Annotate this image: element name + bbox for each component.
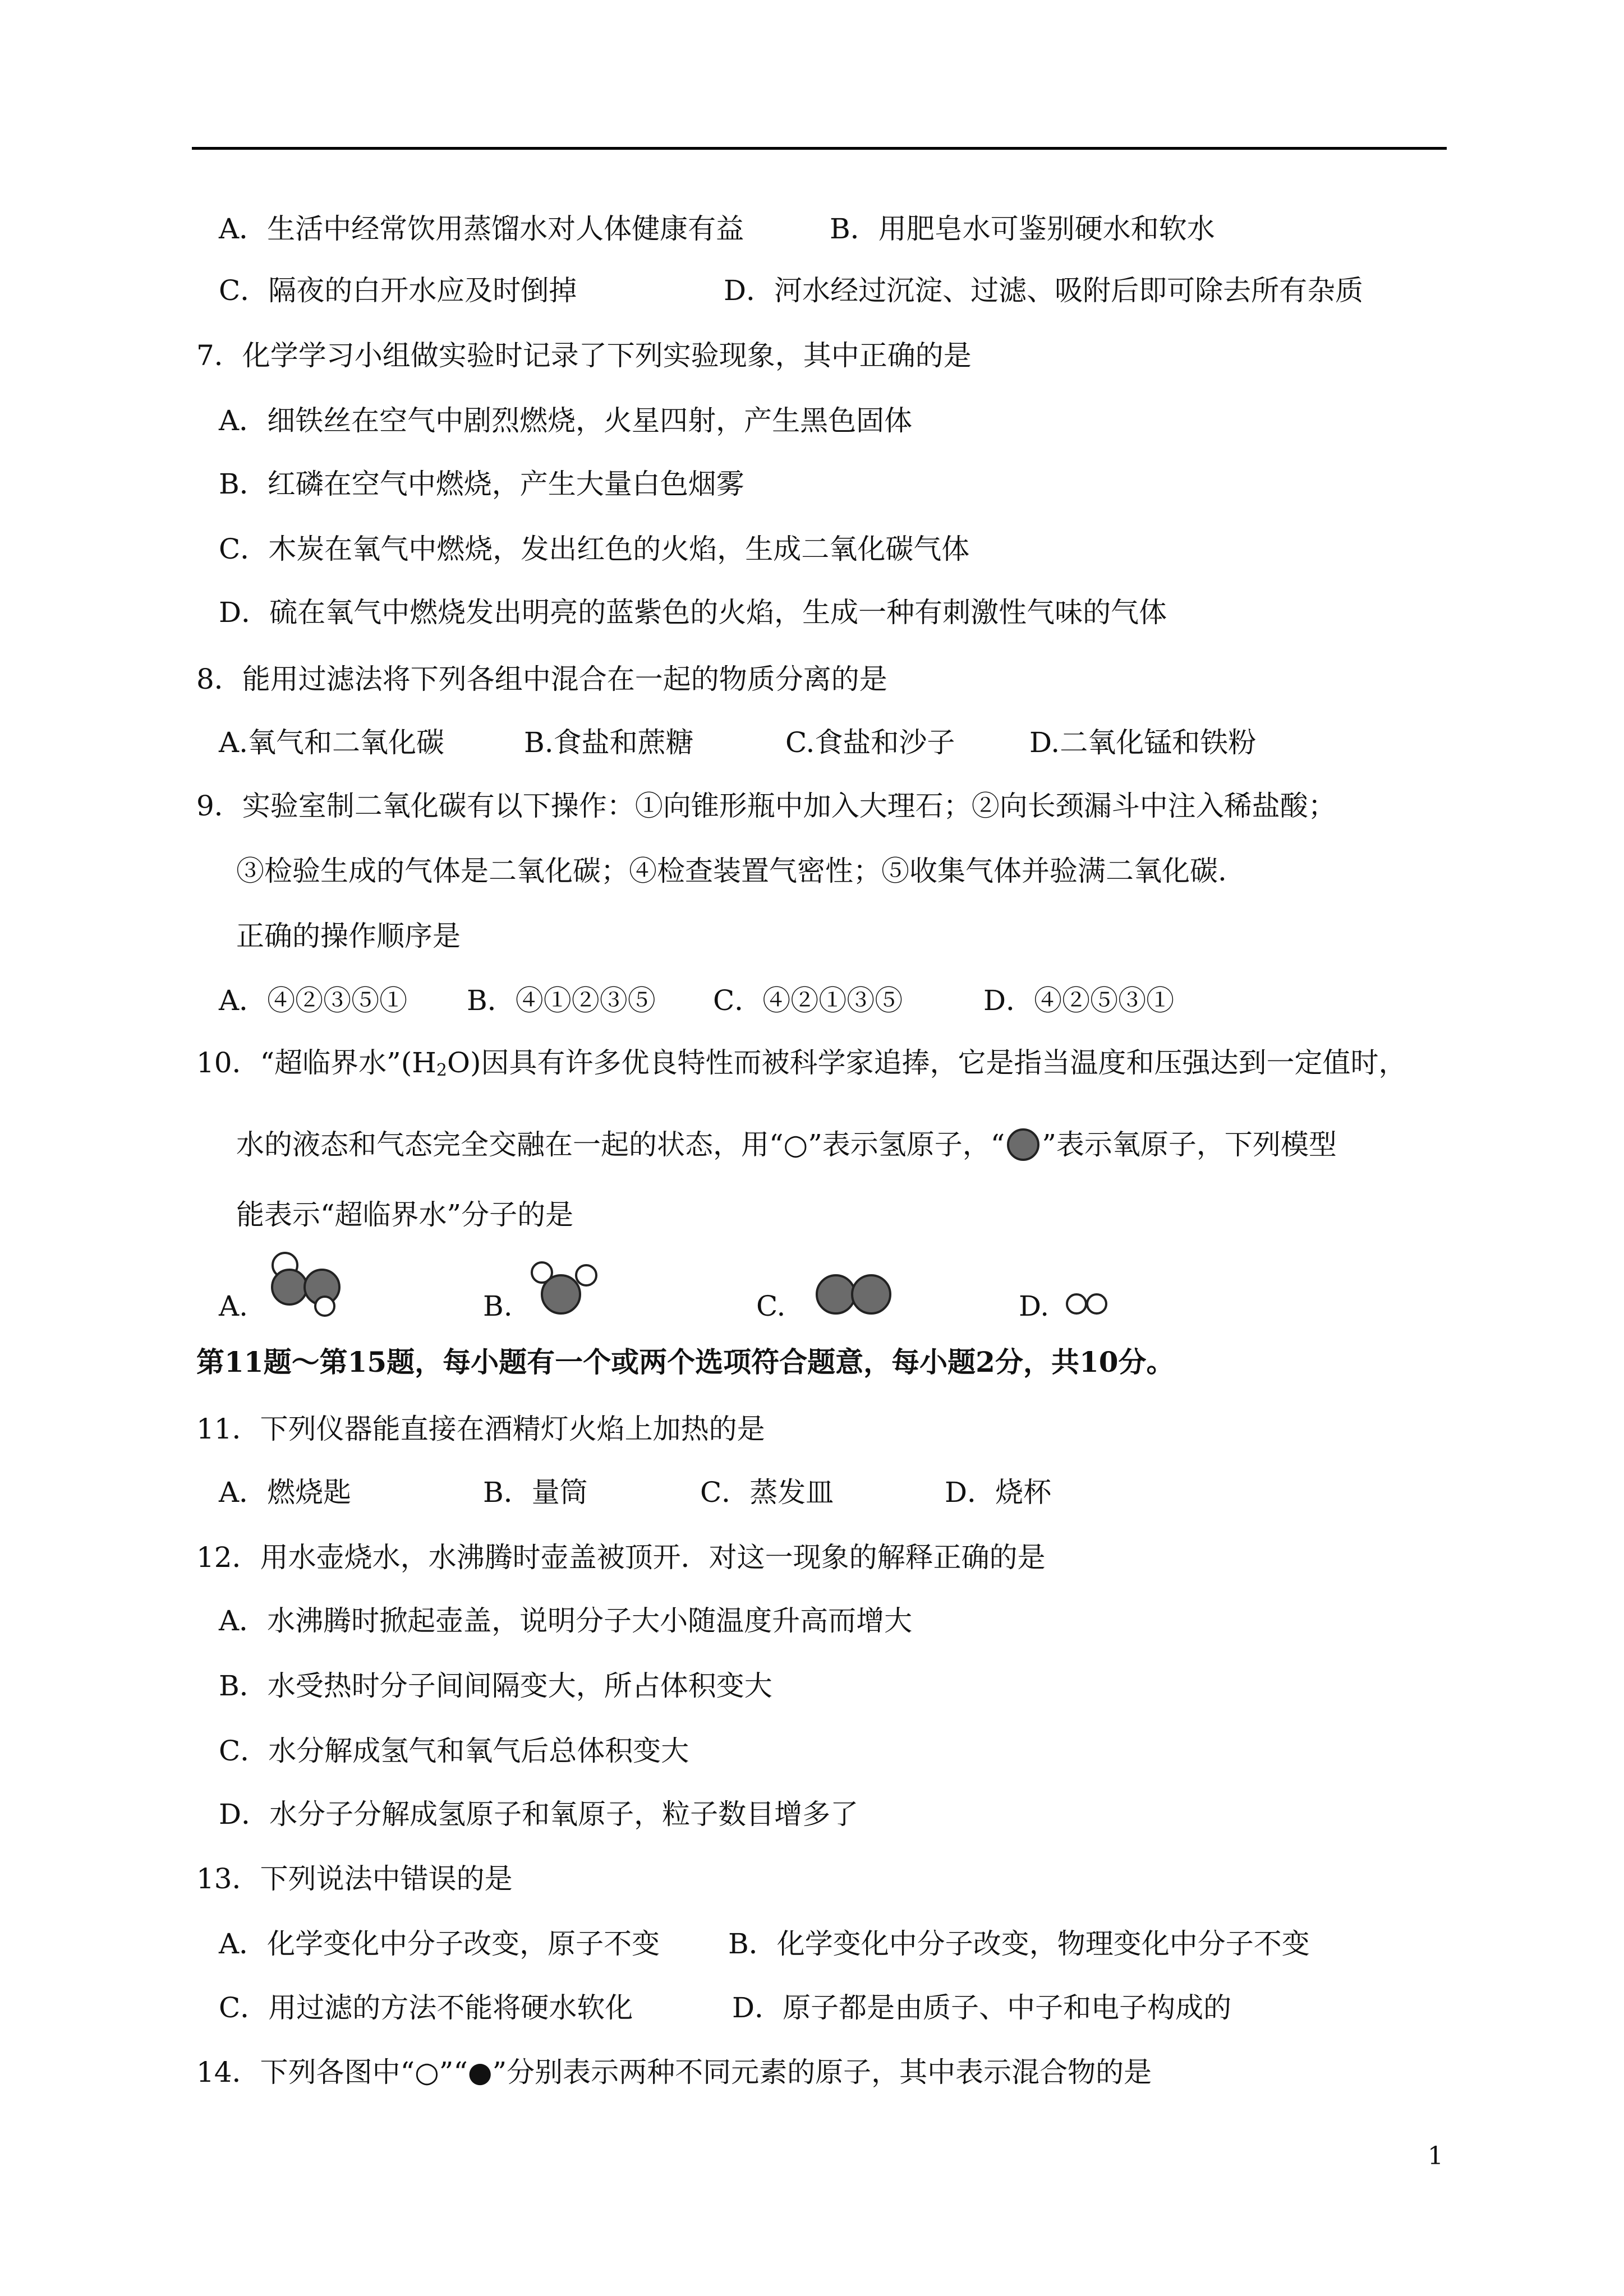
q10-option-c-molecule-icon xyxy=(815,1273,892,1317)
q10-option-d-label: D. xyxy=(1019,1290,1050,1322)
q13-option-b: B．化学变化中分子改变，物理变化中分子不变 xyxy=(728,1928,1310,1960)
q7-option-a: A．细铁丝在空气中剧烈燃烧，火星四射，产生黑色固体 xyxy=(219,404,913,437)
q13-option-a: A．化学变化中分子改变，原子不变 xyxy=(219,1928,660,1960)
hydrogen-atom xyxy=(576,1265,596,1285)
q14-stem: 14．下列各图中“○”“●”分别表示两种不同元素的原子，其中表示混合物的是 xyxy=(196,2056,1152,2088)
page-number: 1 xyxy=(1428,2142,1443,2170)
q11-option-d: D．烧杯 xyxy=(945,1476,1052,1509)
q12-option-d: D．水分子分解成氢原子和氧原子，粒子数目增多了 xyxy=(219,1798,859,1831)
q9-option-c: C．④②①③⑤ xyxy=(713,984,903,1017)
q9-option-b: B．④①②③⑤ xyxy=(467,984,656,1017)
q9-stem-line-2: ③检验生成的气体是二氧化碳；④检查装置气密性；⑤收集气体并验满二氧化碳. xyxy=(236,855,1227,887)
q10-stem-line-3: 能表示“超临界水”分子的是 xyxy=(236,1198,574,1231)
q8-option-a: A.氧气和二氧化碳 xyxy=(219,726,445,759)
q12-option-b: B．水受热时分子间间隔变大，所占体积变大 xyxy=(219,1670,772,1702)
q8-stem: 8．能用过滤法将下列各组中混合在一起的物质分离的是 xyxy=(196,663,887,695)
q10-stem-line-2 xyxy=(236,1127,1337,1162)
oxygen-atom xyxy=(852,1275,890,1313)
q13-option-d: D．原子都是由质子、中子和电子构成的 xyxy=(732,1991,1232,2024)
oxygen-atom xyxy=(817,1275,855,1313)
q11-option-b: B．量筒 xyxy=(483,1476,588,1509)
q10-option-a-label: A. xyxy=(219,1290,249,1322)
q10-line1-suffix: O)因具有许多优良特性而被科学家追捧，它是指当温度和压强达到一定值时， xyxy=(447,1046,1407,1079)
section-instructions: 第11题～第15题，每小题有一个或两个选项符合题意，每小题2分，共10分。 xyxy=(196,1345,1175,1378)
q6-option-d: D．河水经过沉淀、过滤、吸附后即可除去所有杂质 xyxy=(724,274,1364,307)
q8-option-b: B.食盐和蔗糖 xyxy=(524,726,694,759)
oxygen-atom-icon xyxy=(1006,1127,1041,1162)
header-rule xyxy=(192,147,1447,150)
q10-option-c-label: C. xyxy=(756,1290,786,1322)
hydrogen-atom xyxy=(1067,1294,1086,1313)
q10-option-b-label: B. xyxy=(483,1290,513,1322)
q12-option-c: C．水分解成氢气和氧气后总体积变大 xyxy=(219,1735,689,1767)
q10-option-d-molecule-icon xyxy=(1063,1292,1110,1317)
q10-option-b-molecule-icon xyxy=(528,1259,600,1317)
q8-option-d: D.二氧化锰和铁粉 xyxy=(1029,726,1257,759)
q6-option-b: B．用肥皂水可鉴别硬水和软水 xyxy=(830,213,1215,245)
q7-option-d: D．硫在氧气中燃烧发出明亮的蓝紫色的火焰，生成一种有刺激性气味的气体 xyxy=(219,596,1167,629)
q6-option-a: A．生活中经常饮用蒸馏水对人体健康有益 xyxy=(219,213,744,245)
q9-stem-line-3: 正确的操作顺序是 xyxy=(236,920,461,952)
q11-option-a: A．燃烧匙 xyxy=(219,1476,352,1509)
q12-option-a: A．水沸腾时掀起壶盖，说明分子大小随温度升高而增大 xyxy=(219,1605,913,1637)
q6-option-c: C．隔夜的白开水应及时倒掉 xyxy=(219,274,577,307)
oxygen-atom xyxy=(542,1275,580,1313)
q10-stem-line-1 xyxy=(196,1046,1406,1087)
hydrogen-atom xyxy=(1087,1294,1106,1313)
q7-stem: 7．化学学习小组做实验时记录了下列实验现象，其中正确的是 xyxy=(196,339,972,372)
q10-option-a-molecule-icon xyxy=(269,1249,343,1317)
q11-stem: 11．下列仪器能直接在酒精灯火焰上加热的是 xyxy=(196,1413,765,1445)
q7-option-c: C．木炭在氧气中燃烧，发出红色的火焰，生成二氧化碳气体 xyxy=(219,533,970,565)
hydrogen-atom xyxy=(315,1297,334,1316)
q10-subscript: 2 xyxy=(436,1061,447,1080)
q11-option-c: C．蒸发皿 xyxy=(700,1476,834,1509)
q10-line1-prefix: 10．“超临界水”(H xyxy=(196,1046,436,1079)
q9-option-d: D．④②⑤③① xyxy=(983,984,1175,1017)
q7-option-b: B．红磷在空气中燃烧，产生大量白色烟雾 xyxy=(219,468,744,500)
oxygen-atom xyxy=(272,1270,307,1304)
q12-stem: 12．用水壶烧水，水沸腾时壶盖被顶开．对这一现象的解释正确的是 xyxy=(196,1541,1046,1574)
q9-stem-line-1: 9．实验室制二氧化碳有以下操作：①向锥形瓶中加入大理石；②向长颈漏斗中注入稀盐酸； xyxy=(196,790,1336,822)
q9-option-a: A．④②③⑤① xyxy=(219,984,408,1017)
q13-stem: 13．下列说法中错误的是 xyxy=(196,1862,513,1895)
q10-line2-after-icon: ”表示氧原子，下列模型 xyxy=(1042,1128,1337,1161)
q13-option-c: C．用过滤的方法不能将硬水软化 xyxy=(219,1991,633,2024)
q8-option-c: C.食盐和沙子 xyxy=(785,726,955,759)
q10-line2-before-icon: 水的液态和气态完全交融在一起的状态，用“○”表示氢原子，“ xyxy=(236,1128,1005,1161)
